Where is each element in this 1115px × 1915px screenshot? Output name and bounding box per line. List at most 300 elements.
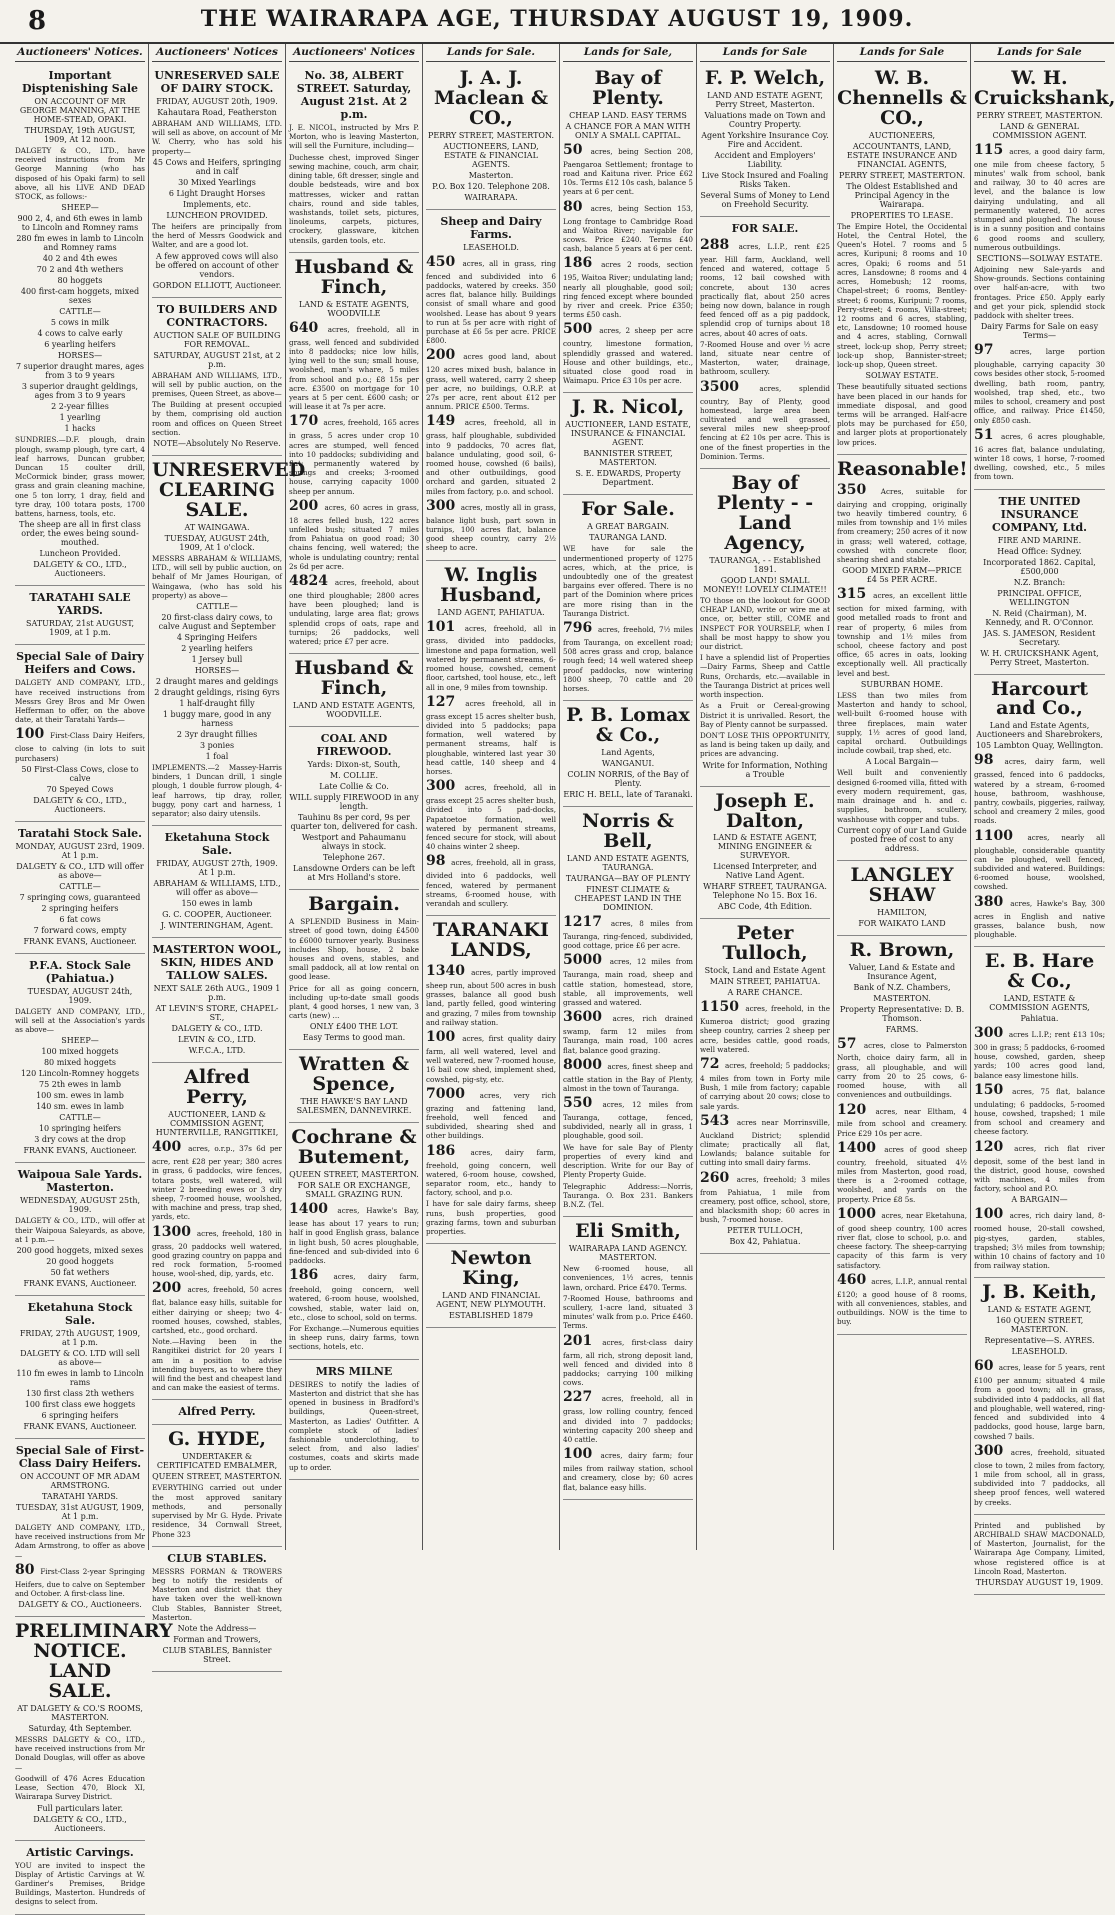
ad-text: Telegraphic Address:—Norris, Tauranga. O. Box 231. Bankers B.N.Z. (Tel. (563, 1181, 693, 1209)
ad-title: Reasonable! (837, 457, 968, 480)
ad-text: Saturday, 4th September. (28, 1724, 132, 1733)
ad-text: LAND & GENERAL COMMISSION AGENT. (992, 121, 1087, 140)
ad-text: M. COLLIE. (329, 771, 379, 781)
ad-text: Bank of N.Z. Chambers, (853, 982, 951, 992)
ad-text: 70 2 and 4th wethers (36, 265, 124, 275)
ad-text: 1 yearling (59, 413, 101, 423)
ad-title: MRS MILNE (315, 1364, 393, 1378)
ad-title: COAL AND FIREWOOD. (316, 732, 392, 759)
ad-title: Peter Tulloch, (722, 922, 808, 965)
ad-text: 80 First-Class 2-year Springing Heifers, due to calve on September and October. A first-class line. (15, 1561, 146, 1599)
ad-text: LAND, ESTATE & COMMISSION AGENTS, (989, 994, 1090, 1013)
ad-text: ABRAHAM AND WILLIAMS, LTD. will sell as above, on account of Mr W. Cherry, who has sold his property— (152, 119, 282, 156)
ad-text: DALGETY & CO., LTD., will offer at their Waipoua Saleyards, as above, at 1 p.m.— (15, 1216, 145, 1244)
advertisement (15, 645, 145, 821)
ad-title: Eketahuna Stock Sale. (164, 831, 270, 858)
advertisement (837, 64, 967, 455)
column-5 (560, 44, 697, 1550)
ad-text: TARATAHI YARDS. (41, 1492, 118, 1502)
ad-text: SOLWAY ESTATE. (865, 371, 939, 381)
column-2 (149, 44, 306, 1665)
ad-text: 4824 acres, freehold, about one third ploughable; 2800 acres have been ploughed; land is undulating, large area flat; grows splendid crops of oats, rape and turnips; 26 paddocks, well watered; price £7 per acre. (289, 573, 419, 647)
column-1 (12, 44, 173, 1907)
advertisement (974, 947, 1105, 1278)
ad-text: QUEEN STREET, MASTERTON. (152, 1472, 282, 1482)
column-header: Lands for Sale, (563, 44, 693, 62)
ad-text: 45 Cows and Heifers, springing and in calf (152, 157, 282, 176)
ad-text: FIRE AND MARINE. (997, 535, 1082, 545)
ad-text: DALGETY AND COMPANY, LTD., will sell at the Association's yards as above— (15, 1006, 145, 1035)
ad-text: J. WINTERINGHAM, Agent. (160, 921, 274, 931)
ad-text: 150 acres, 75 flat, balance undulating; 6 paddocks, 5-roomed house, cowshed, trapshed; 1 mile from school and creamery and cheese factory. (974, 1081, 1105, 1137)
ad-text: 450 acres, all in grass, ring fenced and subdivided into 6 paddocks, watered by creeks. 350 acres flat, balance hilly. Buildings consist of small whare and good woolshed. Lease has about 9 years to run at 5s per acre with right of purchase at £6 5s per acre. PRICE £800. (426, 253, 556, 346)
ad-text: Easy Terms to good man. (302, 1033, 406, 1043)
ad-text: DALGETY & CO., LTD., have received instructions from Mr George Manning (who has disposed of his Opaki farm) to sell above, all his LIVE AND DEAD STOCK, as follows:- (15, 146, 145, 202)
ad-text: 2 2-year fillies (51, 402, 109, 412)
ad-text: LAND AGENT, PAHIATUA. (437, 607, 545, 617)
ad-title: G. HYDE, (168, 1428, 266, 1451)
advertisement (563, 495, 693, 701)
ad-text: MAIN STREET, PAHIATUA. (709, 977, 821, 987)
ad-text: 120 acres, rich flat river deposit, some of the best land in the district, good house, cowshed with machines, 4 miles from factory, school and P.O. (974, 1138, 1105, 1194)
ad-text: 20 good hoggets (46, 1257, 114, 1267)
ad-text: 110 fm ewes in lamb to Lincoln rams (16, 1369, 144, 1388)
ad-text: COLIN NORRIS, of the Bay of Plenty. (567, 770, 689, 789)
column-8 (971, 44, 1115, 1588)
ad-text: The Building at present occupied by them, comprising old auction room and offices on Queen Street section. (152, 400, 282, 437)
ad-text: Westport and Pahaumanu always in stock. (301, 833, 407, 852)
column-7 (834, 44, 971, 1550)
ad-title: FOR SALE. (731, 221, 799, 235)
ad-text: WAIRARAPA LAND AGENCY. MASTERTON. (568, 1244, 688, 1263)
ad-text: 380 acres, Hawke's Bay, 300 acres in English and native grasses, balance bush, now ploughable. (974, 893, 1105, 939)
ad-text: LAND AND ESTATE AGENTS, WOODVILLE. (292, 701, 416, 720)
ad-text: We have for sale Bay of Plenty properties of every kind and description. Write for our Bay of Plenty Property Guide. (563, 1142, 693, 1180)
ad-text: 115 acres, a good dairy farm, one mile from cheese factory, 5 minutes' walk from school, bank and railway, 30 to 40 acres are level, and the balance is low dairying undulating, and all permanently watered, 10 acres stumped and ploughed. The house is in a sunny position and contains 6 good rooms and scullery, numerous outbuildings. (974, 141, 1105, 252)
ad-text: AUCTION SALE OF BUILDING FOR REMOVAL. (153, 330, 281, 349)
ad-text: 1 buggy mare, good in any harness (162, 709, 272, 728)
ad-text: DALGETY & CO., LTD. (171, 1024, 263, 1034)
ad-text: MESSRS ABRAHAM & WILLIAMS, LTD., will sell by public auction, on behalf of Mr James Hourigan, of Waingawa, (who has sold his property) as above— (152, 553, 282, 600)
ad-title: E. B. Hare & Co., (984, 950, 1095, 993)
masthead (0, 0, 1114, 44)
ad-text: FRIDAY, 27th AUGUST, 1909, at 1 p.m. (19, 1329, 141, 1348)
ad-text: SUNDRIES.—D.F. plough, drain plough, swamp plough, tyre cart, 4 leaf harrows, Duncan grubber, Duncan 15 coulter drill, McCormick binder, grass mower, grass and grain cleaning machine, one 5 ton lorry, 1 dray, field and tyre dray, 100 totara posts, 1700 battens, harness, tools, etc. (15, 435, 145, 519)
ad-text: Tauhinu 8s per cord, 9s per quarter ton, delivered for cash. (290, 813, 418, 832)
ad-text: 149 acres, freehold, all in grass, half ploughable, subdivided into 9 paddocks, 70 acres flat, balance undulating, good soil, 6-roomed house, cowshed (6 bails), and other outbuildings, good orchard and garden, situated 2 miles from factory, p.o. and school. (426, 413, 556, 496)
ad-text: 1300 acres, freehold, 180 in grass, 20 paddocks well watered, good grazing country on pappa and red rock formation, 5-roomed house, wool-shed, dip, yards, etc. (152, 1223, 282, 1279)
ad-text: Telephone 267. (322, 853, 386, 863)
ad-title: R. Brown, (849, 938, 955, 961)
advertisement (974, 64, 1115, 490)
ad-text: 288 acres, L.I.P., rent £25 year. Hill farm, Auckland, well fenced and watered, cottage 5 rooms, 12 bail cowshed with concrete, about 130 acres practically flat, about 250 acres being now down, balance in rough feed fenced off as a pig paddock, splendid crop of turnips about 18 acres, about 40 acres of oats. (700, 236, 830, 338)
ad-text: 100 acres, first quality dairy farm, all well watered, level and well watered, new 7-roomed house, 16 bail cow shed, implement shed, cowshed, pig-sty, etc. (426, 1029, 556, 1084)
ad-text: N. Reid (Chairman), M. Kennedy, and R. O'Connor. (985, 608, 1094, 627)
ad-text: Representative—S. AYRES. (984, 1336, 1095, 1346)
ad-text: 300 acres, mostly all in grass, balance light bush, part sown in turnips, 100 acres flat, balance good sheep country, carry 2½ sheep to acre. (426, 497, 556, 553)
ad-text: 400 first-cam hoggets, mixed sexes (20, 287, 140, 306)
ad-text: A GREAT BARGAIN. (587, 522, 669, 532)
ad-title: Special Sale of Dairy Heifers and Cows. (16, 650, 144, 677)
column-header: Auctioneers' Notices (152, 44, 282, 62)
advertisement (152, 1547, 282, 1672)
ad-text: Goodwill of 476 Acres Education Lease, Section 470, Block XI, Wairarapa Survey District. (15, 1773, 145, 1802)
ad-text: 50 First-Class Cows, close to calve (21, 764, 139, 783)
ad-text: As a Fruit or Cereal-growing District it is unrivalled. Resort, the Bay of Plenty cannot be surpassed. (700, 701, 830, 729)
ad-text: 550 acres, 12 miles from Tauranga, cottage, fenced, subdivided, nearly all in grass, 1 ploughable, good soil. (563, 1095, 693, 1141)
ad-text: Accident and Employers' Liability. (714, 150, 816, 169)
advertisement (289, 654, 419, 727)
ad-text: LAND AND ESTATE AGENTS, TAURANGA. (566, 854, 690, 873)
advertisement (700, 787, 830, 920)
ad-text: TUESDAY, AUGUST 24th, 1909, At 1 o'clock. (164, 533, 270, 552)
ad-title: TARATAHI SALE YARDS. (29, 591, 131, 618)
ad-text: New 6-roomed house, all conveniences, 1½ acres, tennis lawn, orchard. Price £470. Terms. (563, 1264, 693, 1292)
ad-text: Head Office: Sydney. (997, 546, 1082, 556)
ad-text: THE HAWKE'S BAY LAND SALESMEN, DANNEVIRKE. (296, 1097, 412, 1116)
ad-text: 186 acres, dairy farm, freehold, going concern, well watered, 6-room house, cowshed, separator room, etc., handy to factory, school, and p.o. (426, 1142, 556, 1198)
ad-text: 227 acres, freehold, all in grass, low rolling country, fenced and divided into 7 paddocks; wintering capacity 200 sheep and 40 cattle. (563, 1389, 693, 1444)
ad-title: UNRESERVED CLEARING SALE. (152, 459, 306, 521)
ad-text: Well built and conveniently designed 6-roomed villa, fitted with every modern requirement, gas, main drainage and h. and c. supplies, bathroom, scullery, washhouse with copper and tubs. (837, 768, 967, 824)
ad-text: 3 superior draught geldings, ages from 3 to 9 years (21, 382, 139, 401)
ad-title: Husband & Finch, (294, 657, 414, 700)
ad-text: 30 Mixed Yearlings (178, 177, 256, 187)
ad-text: 3600 acres, rich drained swamp, farm 12 miles from Tauranga, main road, 100 acres flat, balance good grazing. (563, 1009, 693, 1055)
ad-text: BANNISTER STREET, MASTERTON. (583, 449, 673, 468)
ad-text: Kahautara Road, Featherston (157, 108, 277, 117)
ad-text: 80 acres, being Section 153, Long frontage to Cambridge Road and Waitoa River; navigable for scows. Price £240. Terms £40 cash, balance 5 years at 6 per cent. (563, 198, 694, 254)
ad-text: Forman and Trowers, (173, 1635, 261, 1645)
ad-text: A RARE CHANCE. (727, 988, 803, 998)
ad-text: LEASEHOLD. (463, 242, 519, 252)
ad-text: 300 acres, freehold, all in grass except 25 acres shelter bush, divided into 5 pad-docks, Papatoetoe formation, well watered by permanent streams, fenced secure for stock, will about 40 chains winter 2 sheep. (426, 778, 556, 852)
advertisement (289, 253, 419, 654)
advertisement (426, 210, 556, 561)
ad-text: Adjoining new Sale-yards and Show-grounds. Sections containing over half-an-acre, with two frontages. Price £50. Apply early and get your pick, splendid stock paddock with shelter trees. (974, 264, 1105, 321)
ad-text: DALGETY AND COMPANY, LTD., have received instructions from Messrs Grey Bros and Mr Owen Hefferman to offer, on the above date, at their Taratahi Yards— (15, 678, 145, 725)
ad-title: TARANAKI LANDS, (433, 919, 549, 962)
ad-text: Luncheon Provided. (39, 549, 121, 559)
advertisement (15, 64, 145, 586)
ad-text: 3 dry cows at the drop (34, 1135, 126, 1145)
ad-text: 98 acres, freehold, all in grass, divided into 6 paddocks, well fenced, watered by permanent streams, 6-roomed house, with verandah and scullery. (426, 853, 556, 908)
ad-text: For Exchange.—Numerous equities in sheep runs, dairy farms, town sections, hotels, etc. (289, 1324, 419, 1352)
ad-text: 10 springing heifers (38, 1124, 122, 1134)
advertisement (15, 1439, 145, 1617)
ad-title: Norris & Bell, (582, 810, 674, 853)
ad-text: TAURANGA LAND. (589, 533, 667, 543)
ad-text: G. C. COOPER, Auctioneer. (162, 910, 272, 920)
ad-text: LEASEHOLD. (1011, 1347, 1068, 1357)
ad-text: ONLY £400 THE LOT. (309, 1022, 399, 1032)
ad-text: AUCTIONEERS, (868, 130, 936, 140)
advertisement (15, 822, 145, 954)
ad-text: 1400 acres, Hawke's Bay, lease has about 17 years to run; half in good English grass, balance in light bush, 50 acres ploughable, fine-fenced and sub-divided into 6 paddocks. (289, 1201, 419, 1265)
ad-text: 4 cows to calve early (37, 329, 123, 339)
ad-text: SECTIONS—SOLWAY ESTATE. (976, 253, 1103, 263)
ad-text: 2 springing heifers (41, 903, 119, 913)
ad-text: 120 acres, near Eltham, 4 mile from school and creamery. Price £29 10s per acre. (837, 1101, 967, 1138)
ad-text: 5 cows in milk (50, 318, 110, 328)
ad-text: AUCTIONEER, LAND ESTATE, INSURANCE & FINANCIAL AGENT. (565, 420, 691, 448)
ad-text: 100 first class ewe hoggets (24, 1400, 136, 1410)
ad-text: THURSDAY, 19th AUGUST, 1909, At 12 noon. (24, 126, 136, 144)
advertisement (563, 701, 693, 807)
ad-text: A BARGAIN— (1011, 1195, 1068, 1205)
ad-text: 80 mixed hoggets (43, 1058, 117, 1068)
ad-text: ABRAHAM AND WILLIAMS, LTD., will sell by public auction, on the premises, Queen Street, as above— (152, 370, 282, 398)
advertisement (563, 807, 693, 1217)
ad-title: Important Disptenishing Sale (22, 69, 138, 95)
ad-title: W. B. Chennells & CO., (837, 67, 967, 129)
ad-title: W. Inglis Husband, (440, 563, 542, 606)
ad-text: A few approved cows will also be offered on account of other vendors. (155, 251, 279, 279)
advertisement (700, 217, 830, 469)
ad-text: NOTE—Absolutely No Reserve. (153, 439, 281, 449)
ad-text: 186 acres, dairy farm, freehold, going concern, well watered, 6-room house, woolshed, cowshed, stable, water laid on, etc., close to school, sold on terms. (289, 1267, 419, 1322)
advertisement (15, 1163, 145, 1296)
ad-text: N.Z. Branch: (1013, 577, 1066, 587)
ad-text: 1 foal (205, 751, 229, 761)
ad-text: ON ACCOUNT OF MR GEORGE MANNING, AT THE HOME-STEAD, OPAKI. (19, 97, 141, 124)
ad-text: 100 mixed hoggets (41, 1047, 119, 1057)
ad-text: Full particulars later. (36, 1803, 124, 1813)
ad-text: ACCOUNTANTS, LAND, ESTATE INSURANCE AND FINANCIAL AGENTS, (846, 141, 958, 169)
ad-text: CLUB STABLES, Bannister Street. (162, 1646, 272, 1665)
ad-text: IMPLEMENTS.—2 Massey-Harris binders, 1 Duncan drill, 1 single plough, 1 double furrow plough, 4-leaf harrows, tip dray, roller, buggy, pony cart and harness, 1 separator; also dairy utensils. (152, 762, 282, 819)
ad-text: 350 Acres, suitable for dairying and cropping, originally two heavily timbered country, 6 miles from township and 1½ miles from creamery; 250 acres of it now in grass; well watered, cottage, cowshed with concrete floor, shearing shed and stable. (837, 481, 967, 564)
ad-text: 150 ewes in lamb (181, 899, 253, 909)
ad-text: MESSRS DALGETY & CO., LTD., have received instructions from Mr Donald Douglas, will offer as above— (15, 1735, 145, 1772)
advertisement (289, 64, 419, 253)
ad-text: DESIRES to notify the ladies of Masterton and district that she has opened in business in Bradford's buildings, Queen-street, Masterton, as Ladies' Outfitter. A complete stock of ladies' fashionable underclothing, to select from, and also ladies' costumes, coats and skirts made up to order. (289, 1379, 419, 1472)
ad-text: WILL supply FIREWOOD in any length. (289, 793, 419, 812)
ad-text: UNDERTAKER & CERTIFICATED EMBALMER, (156, 1452, 278, 1471)
ad-text: PETER TULLOCH, (727, 1226, 803, 1236)
ad-text: DALGETY & CO. LTD will sell as above— (20, 1349, 140, 1368)
ad-text: 100 acres, dairy farm; four miles from railway station, school and creamery, close by; 60 acres flat, balance easy hills. (563, 1446, 693, 1492)
ad-text: Late Collie & Co. (319, 782, 389, 792)
ad-text: TAURANGA—BAY OF PLENTY (565, 874, 691, 884)
ad-text: PROPERTIES TO LEASE. (850, 210, 954, 220)
ad-text: I have for sale dairy farms, sheep runs, bush properties, good grazing farms, town and suburban properties. (426, 1199, 556, 1237)
ad-text: 57 acres, close to Palmerston North, choice dairy farm, all in grass, all ploughable, and will carry from 20 to 25 cows, 6-roomed house, with all conveniences and outbuildings. (837, 1035, 967, 1100)
ad-text: 6 fat cows (59, 914, 101, 924)
column-header: Auctioneers' Notices. (15, 44, 145, 62)
ad-text: 1 Jersey bull (191, 654, 243, 664)
ad-text: Yards: Dixon-st, South, (307, 760, 401, 770)
ad-title: Waipoua Sale Yards. Masterton. (17, 1168, 143, 1195)
ad-text: Agent Yorkshire Insurance Coy. Fire and Accident. (701, 130, 829, 149)
ad-text: 2 3yr draught fillies (176, 729, 258, 739)
ad-title: Husband & Finch, (294, 255, 414, 298)
ad-title: LANGLEY SHAW (850, 863, 954, 906)
ad-text: 51 acres, 6 acres ploughable, 16 acres flat, balance undulating, winter 18 cows, 1 horse, 7-roomed dwelling, cowshed, etc., 5 miles from town. (974, 426, 1105, 482)
ad-text: FARMS. (885, 1024, 919, 1034)
ad-title: CLUB STABLES. (167, 1551, 267, 1565)
ad-text: CHEAP LAND. EASY TERMS (569, 110, 687, 120)
ad-text: 201 acres, first-class dairy farm, all rich, strong deposit land, well fenced and divided into 8 paddocks; carrying 100 milking cows. (563, 1332, 693, 1388)
advertisement (289, 890, 419, 1050)
ad-text: 20 first-class dairy cows, to calve August and September (158, 612, 276, 631)
ad-text: MESSRS FORMAN & TROWERS beg to notify the residents of Masterton and district that they have taken over the well-known Club Stables, Bannister Street, Masterton. (152, 1566, 282, 1622)
ad-text: WHARF STREET, TAURANGA. Telephone No 15. Box 16. (703, 882, 827, 901)
ad-text: 1340 acres, partly improved sheep run, about 500 acres in bush grasses, balance all good bush land, partly felled, good wintering and grazing, 7 miles from township and railway station. (426, 963, 556, 1027)
ad-text: A Local Bargain— (865, 757, 939, 767)
advertisement (700, 469, 830, 786)
ad-text: W.F.C.A., LTD. (188, 1046, 246, 1056)
column-6 (697, 44, 834, 1550)
ad-text: FRANK EVANS, Auctioneer. (23, 936, 137, 946)
ad-title: Harcourt and Co., (990, 677, 1089, 720)
newspaper-title: THE WAIRARAPA AGE, THURSDAY AUGUST 19, 1909. (200, 6, 914, 32)
ad-title: P.F.A. Stock Sale (Pahiatua.) (29, 958, 131, 985)
ad-text: SATURDAY, AUGUST 21st, at 2 p.m. (153, 350, 281, 369)
ad-text: 1 half-draught filly (179, 698, 255, 708)
ad-text: Land and Estate Agents, Auctioneers and Sharebrokers, (976, 721, 1103, 740)
ad-title: Special Sale of First-Class Dairy Heifers. (15, 1444, 145, 1471)
advertisement (15, 1617, 173, 1840)
ad-text: FRANK EVANS, Auctioneer. (23, 1279, 137, 1289)
ad-text: AT DALGETY & CO.'S ROOMS, MASTERTON. (17, 1704, 143, 1722)
ad-text: ON ACCOUNT OF MR ADAM ARMSTRONG. (20, 1472, 140, 1491)
advertisement (974, 675, 1105, 948)
advertisement (974, 1278, 1105, 1514)
ad-text: 640 acres, freehold, all in grass, well fenced and subdivided into 8 paddocks; nice low hills, lying well to the sun; small house, woolshed, man's whare, 5 miles from school and p.o.; £8 15s per acre. £3500 on mortgage for 10 years at 5 per cent. £600 cash; or will lease it at 7s per acre. (289, 319, 419, 412)
ad-text: 1 hacks (64, 424, 96, 434)
ad-text: Current copy of our Land Guide posted free of cost to any address. (837, 825, 967, 853)
column-3 (286, 44, 423, 1550)
ad-text: JAS. S. JAMESON, Resident Secretary. (983, 628, 1096, 647)
ad-text: 4 Springing Heifers (176, 632, 258, 642)
ad-text: 7 superior draught mares, ages from 3 to 9 years (15, 362, 145, 381)
ad-text: Note the Address— (177, 1624, 257, 1634)
ad-text: FOR WAIKATO LAND (858, 918, 946, 928)
ad-text: 2 yearling heifers (181, 643, 253, 653)
ad-text: These beautifully situated sections have been placed in our hands for immediate disposal, and good terms will be arranged. Half-acre plots may be purchased for £50, and larger plots at proportionately low prices. (837, 382, 967, 447)
column-4 (423, 44, 560, 1550)
ad-text: 315 acres, an excellent little section for mixed farming, with good metalled roads to front and rear of property, 6 miles from township and 1½ miles from school, cheese factory and post office, 65 acres in oats, looking exceptionally well. All practically level and best. (837, 586, 967, 678)
ad-title: Taratahi Stock Sale. (18, 826, 142, 840)
ad-text: 900 2, 4, and 6th ewes in lamb to Lincoln and Romney rams (17, 214, 143, 233)
ad-text: FINEST CLIMATE & CHEAPEST LAND IN THE DOMINION. (574, 885, 682, 913)
ad-text: ABRAHAM & WILLIAMS, LTD., will offer as above— (153, 879, 281, 898)
advertisement (15, 586, 145, 645)
ad-text: 500 acres, 2 sheep per acre country, limestone formation, splendidly grassed and watered. House and other buildings, etc., situated close good road in Waimapu. Price £3 10s per acre. (563, 321, 693, 386)
ad-title: No. 38, ALBERT STREET. Saturday, August 21st. At 2 p.m. (296, 69, 412, 121)
ad-text: Dairy Farms for Sale on easy Terms— (980, 322, 1099, 341)
ad-text: 7-Roomed House and over ½ acre land, situate near centre of Masterton, water, drainage, bathroom, scullery. (700, 339, 830, 377)
ad-text: 300 acres L.I.P.; rent £13 10s; 300 in grass; 5 paddocks, 6-roomed house, cowshed, garden, sheep yards; 100 acres good land, balance easy limestone hills. (974, 1025, 1105, 1080)
ad-text: GOOD LAND! SMALL MONEY!! LOVELY CLIMATE!! (703, 575, 827, 594)
ad-text: 120 Lincoln-Romney hoggets (20, 1069, 140, 1079)
ad-text: 160 QUEEN STREET, MASTERTON. (995, 1316, 1084, 1335)
advertisement (700, 919, 830, 1254)
advertisement (15, 1841, 145, 1915)
ad-text: Valuer, Land & Estate and Insurance Agent, (848, 962, 956, 981)
ad-text: 72 acres, freehold; 5 paddocks; 4 miles from town in Forty mile Bush, 1 mile from factory; capable of carrying about 20 cows; close to sale yards. (700, 1056, 831, 1111)
ad-text: Property Representative: D. B. Thomson. (839, 1004, 965, 1023)
ad-text: DON'T LOSE THIS OPPORTUNITY, as land is being taken up daily, and prices are advancing. (700, 730, 830, 759)
ad-title: J. B. Keith, (982, 1281, 1097, 1304)
advertisement (289, 727, 419, 890)
advertisement (974, 1515, 1105, 1595)
ad-text: 170 acres, freehold, 165 acres in grass, 5 acres under crop 10 acres are stumped, well fenced into 10 paddocks; subdividing and flat; permanently watered by springs and creeks; 3-roomed house, carrying capacity 1000 sheep per annum. (289, 413, 419, 496)
ad-text: A CHANCE FOR A MAN WITH ONLY A SMALL CAPITAL. (565, 121, 691, 140)
ad-text: 260 acres, freehold; 3 miles from Pahiatua, 1 mile from creamery, post office, school, store, and blacksmith shop; 60 acres in bush, 7-roomed house. (700, 1169, 830, 1225)
advertisement (837, 455, 967, 861)
ad-text: 6 yearling heifers (44, 340, 116, 350)
ad-text: HORSES— (194, 665, 240, 675)
ad-text: Incorporated 1862. Capital, £500,000 (983, 557, 1096, 576)
ad-text: CATTLE— (196, 601, 238, 611)
ad-title: UNRESERVED SALE OF DAIRY STOCK. (154, 69, 280, 95)
ad-title: W. H. Cruickshank, (974, 67, 1115, 109)
ad-text: AUCTIONEER, LAND & COMMISSION AGENT, HUNTERVILLE, RANGITIKEI, (155, 1110, 279, 1138)
ad-text: WE have for sale the undermentioned property of 1275 acres, which, at the price, is undoubtedly one of the greatest bargains ever offered. There is no part of the Dominion where prices are more rising than in the Tauranga District. (563, 544, 693, 618)
ad-title: Bay of Plenty. (592, 67, 664, 109)
ad-text: 1150 acres, freehold, in the Kumeroa district; good grazing sheep country, carries 2 sheep per acre, besides cattle, good roads, well watered. (700, 999, 830, 1054)
advertisement (289, 1360, 419, 1480)
ad-text: PRINCIPAL OFFICE, WELLINGTON (997, 588, 1082, 607)
ad-text: 105 Lambton Quay, Wellington. (975, 741, 1104, 751)
ad-text: P.O. Box 120. Telephone 208. (432, 181, 550, 191)
ad-title: Newton King, (450, 1247, 532, 1290)
ad-title: For Sale. (581, 498, 675, 521)
ad-text: Live Stock Insured and Foaling Risks Taken. (701, 170, 829, 189)
ad-text: 200 acres, freehold, 50 acres flat, balance easy hills, suitable for either dairying or sheep; two 4-roomed houses, cowshed, stables, cartshed, etc., good orchard. (152, 1280, 282, 1335)
advertisement (563, 393, 693, 495)
advertisement (426, 64, 556, 210)
advertisement (700, 64, 830, 217)
column-header: Auctioneers' Notices (289, 44, 419, 62)
ad-text: Printed and published by ARCHIBALD SHAW MACDONALD, of Masterton, Journalist, for the Wairarapa Age Company, Limited, whose registered office is at Lincoln Road, Masterton. (974, 1520, 1105, 1576)
ad-text: The sheep are all in first class order, the ewes being sound-mouthed. (19, 520, 141, 548)
advertisement (426, 916, 556, 1244)
ad-text: DALGETY & CO., LTD., Auctioneers. (33, 795, 127, 814)
ad-text: LAND AND FINANCIAL AGENT, NEW PLYMOUTH. (436, 1291, 546, 1310)
advertisement (563, 64, 693, 393)
ad-text: 300 acres, freehold, situated close to town, 2 miles from factory, 1 mile from school, all in grass, subdivided into 7 paddocks, all sheep proof fences, well watered by creeks. (974, 1442, 1105, 1507)
column-header: Lands for Sale (700, 44, 830, 62)
ad-text: LEVIN & CO., LTD. (178, 1035, 256, 1045)
ad-text: LUNCHEON PROVIDED. (166, 210, 268, 220)
ad-title: Artistic Carvings. (26, 1845, 134, 1859)
ad-text: Land Agents, (601, 748, 655, 758)
ad-text: 80 hoggets (57, 276, 103, 286)
ad-text: HORSES— (57, 351, 103, 361)
ad-text: TAURANGA, - - Established 1891. (709, 555, 821, 574)
ad-title: THE UNITED INSURANCE COMPANY, Ltd. (991, 494, 1087, 534)
ad-text: 140 sm. ewes in lamb (36, 1102, 124, 1112)
ad-text: 6 Light Draught Horses (168, 188, 266, 198)
ad-text: 100 sm. ewes in lamb (36, 1091, 124, 1101)
advertisement (152, 298, 282, 457)
ad-text: 40 2 and 4th ewes (42, 254, 118, 264)
ad-text: CATTLE— (59, 1113, 101, 1123)
ad-text: 200 good hoggets, mixed sexes (16, 1246, 144, 1256)
advertisement (152, 1063, 282, 1400)
ad-text: Write for Information, Nothing a Trouble (702, 760, 828, 779)
advertisement (152, 64, 282, 298)
advertisement (837, 861, 967, 936)
ad-text: 7 forward cows, empty (33, 925, 127, 935)
ad-title: Sheep and Dairy Farms. (440, 214, 542, 241)
ad-title: Joseph E. Dalton, (715, 789, 815, 832)
ad-text: 400 acres, o.r.p., 37s 6d per acre, rent £28 per year; 380 acres in grass, 6 paddocks, wire fences, totara posts, well watered, will winter 2 breeding ewes or 3 dry sheep, 7-roomed house, woolshed, with machine and press, trap shed, yards, etc. (152, 1139, 282, 1222)
ad-text: S. E. EDWARDS, Property Department. (575, 469, 681, 488)
